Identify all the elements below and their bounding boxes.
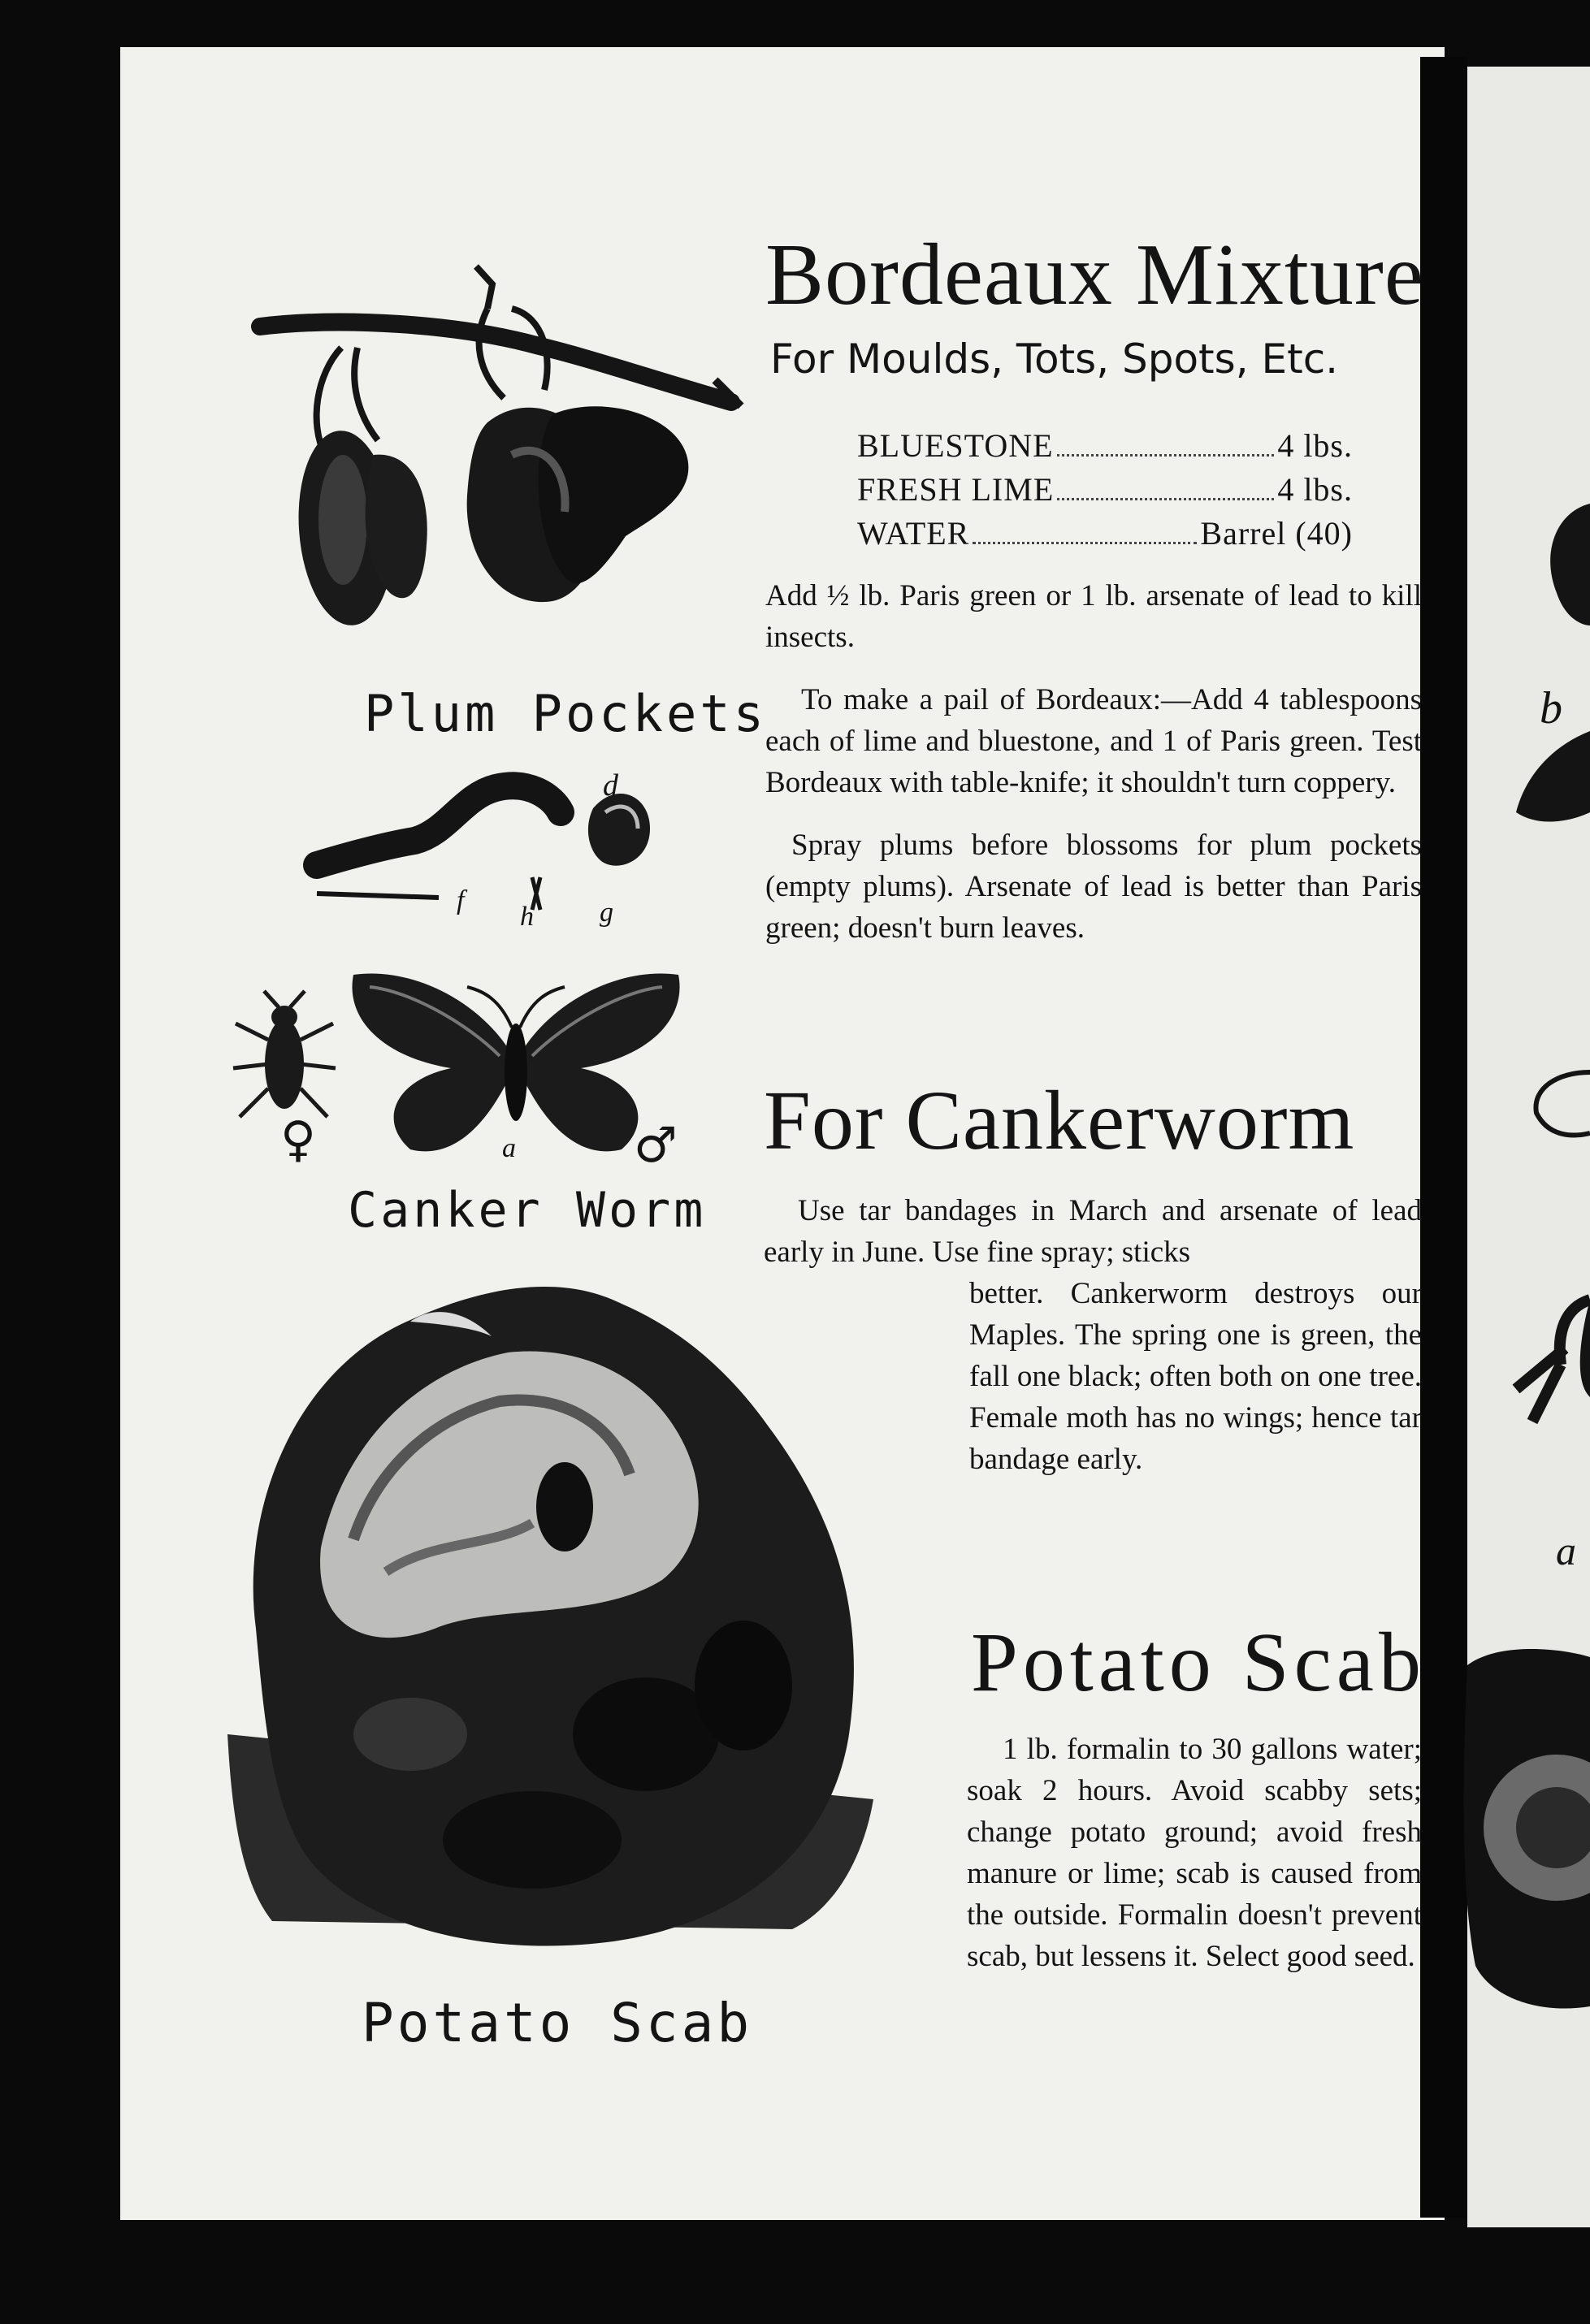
- potato-scab-illustration: [223, 1279, 922, 1978]
- bordeaux-title: Bordeaux Mixture: [765, 227, 1424, 323]
- recipe-row: FRESH LIME 4 lbs.: [857, 468, 1353, 512]
- recipe-row: BLUESTONE 4 lbs.: [857, 424, 1353, 468]
- adjacent-letter-a: a: [1556, 1528, 1576, 1573]
- female-symbol: ♀: [280, 1111, 316, 1168]
- figure-letter-h: h: [520, 902, 534, 932]
- cankerworm-caption: Canker Worm: [348, 1182, 707, 1239]
- cankerworm-text-wide: Use tar bandages in March and arsenate of lead early in June. Use fine spray; sticks: [764, 1194, 1422, 1269]
- cankerworm-larva-illustration: [309, 764, 699, 926]
- recipe-row: WATER Barrel (40): [857, 512, 1353, 556]
- bordeaux-text: [765, 575, 1422, 949]
- binding-gutter: [1420, 57, 1467, 2218]
- figure-letter-f: f: [457, 885, 465, 915]
- bordeaux-paragraph-3: Spray plums before blossoms for plum pockets (empty plums). Arsenate of lead is better than Paris green; doesn't burn leaves.: [765, 829, 1422, 945]
- potato-scab-text: 1 lb. formalin to 30 gallons water; soak 2 hours. Avoid scabby sets; change potato ground; avoid fresh manure or lime; scab is caused from the outside. Formalin doesn't prevent scab, but lessens it. Select good seed.: [967, 1733, 1422, 1973]
- potato-scab-caption: Potato Scab: [362, 1992, 753, 2054]
- bordeaux-paragraph-2: To make a pail of Bordeaux:—Add 4 tablespoons each of lime and bluestone, and 1 of Paris green. Test Bordeaux with table-knife; it shouldn't turn coppery.: [765, 683, 1422, 799]
- plum-pockets-caption: Plum Pockets: [364, 684, 767, 743]
- adjacent-letter-b: b: [1540, 683, 1562, 734]
- bordeaux-recipe: [857, 424, 1353, 556]
- cankerworm-text-narrow: better. Cankerworm destroys our Maples. The spring one is green, the fall one black; often both on one tree. Female moth has no wings; hence tar bandage early.: [969, 1277, 1422, 1476]
- bordeaux-paragraph-1: Add ½ lb. Paris green or 1 lb. arsenate of lead to kill insects.: [765, 579, 1422, 654]
- figure-letter-d: d: [603, 768, 618, 803]
- bordeaux-subtitle: For Moulds, Tots, Spots, Etc.: [770, 335, 1339, 383]
- figure-letter-g: g: [600, 898, 613, 928]
- adjacent-page-illustrations: [1467, 487, 1590, 2031]
- potato-scab-title: Potato Scab: [971, 1616, 1426, 1709]
- figure-letter-a: a: [502, 1133, 516, 1163]
- plum-pockets-illustration: [244, 252, 747, 658]
- cankerworm-title: For Cankerworm: [764, 1074, 1355, 1167]
- male-symbol: ♂: [634, 1117, 678, 1174]
